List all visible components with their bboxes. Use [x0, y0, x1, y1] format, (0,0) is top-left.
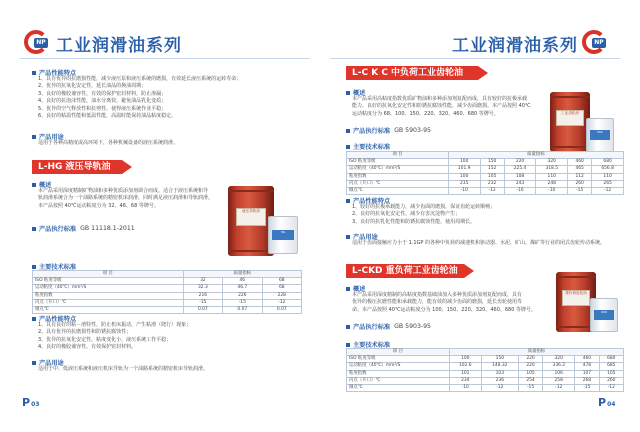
list-item: 5、优异的空气释放性和抗剪性，使得液压系统作业平稳；	[38, 105, 167, 112]
section-title: 概述	[346, 284, 365, 293]
list-item: 4、良好的橡胶兼容性，有效保护密封材料。	[38, 344, 137, 351]
table-header: 项 目	[347, 349, 450, 356]
standard-line: 产品执行标准 GB 5903-95	[346, 126, 431, 135]
section-bullet-icon	[346, 129, 350, 133]
brand-title: 工业润滑油系列	[56, 35, 182, 56]
ckd-overview: 本产品采用深度精制的高粘度指数基础油加入多种优质添加剂复配而成，具有 优异的极压抗磨性能和承载能力，能有效的减少齿面的磨损，延长齿轮使用寿 命。本产品按照 40℃运动粘度分为 100、150、220、320、460、680 等牌号。	[352, 292, 537, 313]
table-row: 运动粘度（40℃）mm²/S 32.3 46.7 68	[33, 285, 302, 292]
ckc-banner: L-C K C 中负荷工业齿轮油	[346, 66, 478, 80]
list-item: 2、优异的抗氧化安定性，延长油品的换油周期；	[38, 83, 147, 90]
hg-spec-table	[32, 270, 302, 314]
list-item: 2、良好的抗氧化安定性，减少有害沉淀物产生；	[352, 211, 461, 218]
ckd-spec-table	[346, 348, 624, 392]
table-row: 闪点（开口）℃ 234 236 254 258 268 260	[347, 377, 624, 384]
section-bullet-icon	[32, 265, 36, 269]
table-row: 粘度指数 216 226 228	[33, 292, 302, 299]
header-rule	[20, 58, 310, 59]
section-title: 概述	[346, 88, 365, 97]
ckc-features-list	[352, 204, 495, 226]
page-right	[320, 0, 640, 432]
table-row: ISO 粘度等级 100 150 220 320 460 680	[347, 356, 624, 363]
section-bullet-icon	[32, 317, 36, 321]
table-header: 项 目	[33, 271, 184, 278]
section-bullet-icon	[32, 71, 36, 75]
section-title: 主要技术标准	[346, 340, 390, 349]
section-title: 产品用途	[346, 232, 378, 241]
section-title: 主要技术标准	[32, 262, 76, 271]
ckc-application-text: 适用于齿面接触应力小于 1.1GP 的各种中负荷的减速机和驱动器、水泥、矿山、煤矿等行业的闭式齿轮传动系统。	[352, 240, 606, 246]
table-header: 质量指标	[183, 271, 301, 278]
page-number: P03	[22, 396, 40, 409]
section-title: 概述	[32, 180, 51, 189]
application-text: 适用于各种高精度或高环境下，各种机械设备的液压系统润滑。	[38, 140, 179, 146]
hg-banner: L-HG 液压导轨油	[32, 160, 122, 174]
brand-title: 工业润滑油系列	[452, 35, 578, 56]
header-rule	[330, 58, 620, 59]
section-bullet-icon	[346, 343, 350, 347]
ckc-overview: 本产品采用高粘度指数优质矿物油和多种添加剂复配而成，具有较好的抗极承载 能力、良好的抗氧化安定性和防锈抗腐蚀性能，减少齿面磨损。本产品按照 40℃ 运动粘度分为 68、100、150、220、320、460、680 等牌号。	[352, 96, 531, 117]
table-row: 运动粘度（40℃）mm²/S 102.6 148.32 220 336.2 478 685	[347, 363, 624, 370]
list-item: 1、具有优异的抗磨损性能，减少液压泵和液压系统的磨损，有效延长液压系统的运转寿命；	[38, 76, 242, 82]
list-item: 2、具有优异的抗磨损性和防锈抗腐蚀性；	[38, 329, 132, 336]
ckd-banner: L-CKD 重负荷工业齿轮油	[346, 264, 464, 278]
list-item: 3、优异的抗氧化安定性，粘度变化小，液压系统工作平稳；	[38, 336, 172, 343]
table-row: ISO 粘度等级 100 150 220 320 460 680	[347, 159, 624, 166]
section-bullet-icon	[346, 325, 350, 329]
hg-overview: 本产品采用深度精制矿物油和多种优质添加剂调合而成。适合于液压系统和导 轨润滑系统合为一个油路系统的精密机床润滑，同时满足液压润滑和导轨润滑。 本产品按照 40℃运动粘度分为 32、46、68 等牌号。	[38, 188, 214, 209]
table-header: 质量指标	[449, 349, 623, 356]
oil-drum-image: 工业齿轮油 CKC	[550, 92, 622, 154]
section-bullet-icon	[32, 183, 36, 187]
section-bullet-icon	[32, 227, 36, 231]
oil-drum-image: 液压导轨油 HG	[228, 186, 308, 258]
oil-drum-image: 重负荷齿轮油 CKD	[556, 272, 626, 334]
company-logo-icon: NP	[24, 30, 52, 56]
table-row: 倾点℃ -10 -12 -15 -12 -15 -12	[347, 385, 624, 392]
hg-features-list	[38, 322, 191, 352]
table-row: 闪点（开口）℃ -15 -15 -12	[33, 299, 302, 306]
section-bullet-icon	[346, 91, 350, 95]
section-bullet-icon	[346, 235, 350, 239]
table-header: 质量指标	[448, 152, 623, 159]
section-bullet-icon	[346, 199, 350, 203]
section-bullet-icon	[32, 361, 36, 365]
table-row: 运动粘度（40℃）mm²/S 101.9 152 225.4 318.5 465 656.8	[347, 166, 624, 173]
section-title: 产品用途	[32, 358, 64, 367]
company-logo-icon: NP	[582, 30, 610, 56]
list-item: 1、具有良好的粘－滑特性，防止机床振动，产生粘滑（爬行）现象；	[38, 322, 192, 328]
table-header: 项 目	[347, 152, 449, 159]
table-row: 倾点℃ -10 -12 -16 -10 -15 -12	[347, 188, 624, 195]
list-item: 3、良好的抗乳化性能和防锈抗腐蚀性能，使用周期长。	[352, 218, 476, 225]
brand-header	[24, 30, 182, 56]
table-row: ISO 粘度等级 32 46 68	[33, 278, 302, 285]
section-title: 产品性能特点	[346, 196, 390, 205]
list-item: 3、良好的橡胶兼容性，有效的保护密封材料，防止渗漏；	[38, 90, 167, 97]
section-title: 产品性能特点	[32, 314, 76, 323]
table-row: 倾点℃ 0.07 0.07 0.07	[33, 307, 302, 314]
section-title: 产品性能特点	[32, 68, 76, 77]
standard-line: 产品执行标准 GB 5903-95	[346, 322, 431, 331]
ckc-spec-table	[346, 151, 624, 195]
table-row: 粘度指数 100 105 108 110 112 110	[347, 173, 624, 180]
features-list	[38, 76, 241, 120]
section-title: 主要技术标准	[346, 142, 390, 151]
list-item: 1、较好的抗极承载能力，减少齿面的磨损，保证齿轮运转顺畅；	[352, 204, 496, 210]
brand-header	[452, 30, 610, 56]
hg-application-text: 适用于中、低液压系统和液压机床导轨为一个油路系统的精密机床导轨润滑。	[38, 366, 209, 372]
section-bullet-icon	[32, 135, 36, 139]
table-row: 闪点（开口）℃ 235 232 243 248 260 265	[347, 180, 624, 187]
table-row: 粘度指数 101 103 105 106 107 105	[347, 370, 624, 377]
section-title: 产品用途	[32, 132, 64, 141]
page-number: P04	[598, 396, 616, 409]
section-bullet-icon	[346, 287, 350, 291]
list-item: 4、良好的抗泡沫性能，油水分离快，避免油品乳化变质；	[38, 98, 167, 105]
standard-line: 产品执行标准 GB 11118.1-2011	[32, 224, 135, 233]
list-item: 6、良好的粘温性能和低温性能，高温时能保持油品粘度稳定。	[38, 113, 177, 120]
section-bullet-icon	[346, 145, 350, 149]
